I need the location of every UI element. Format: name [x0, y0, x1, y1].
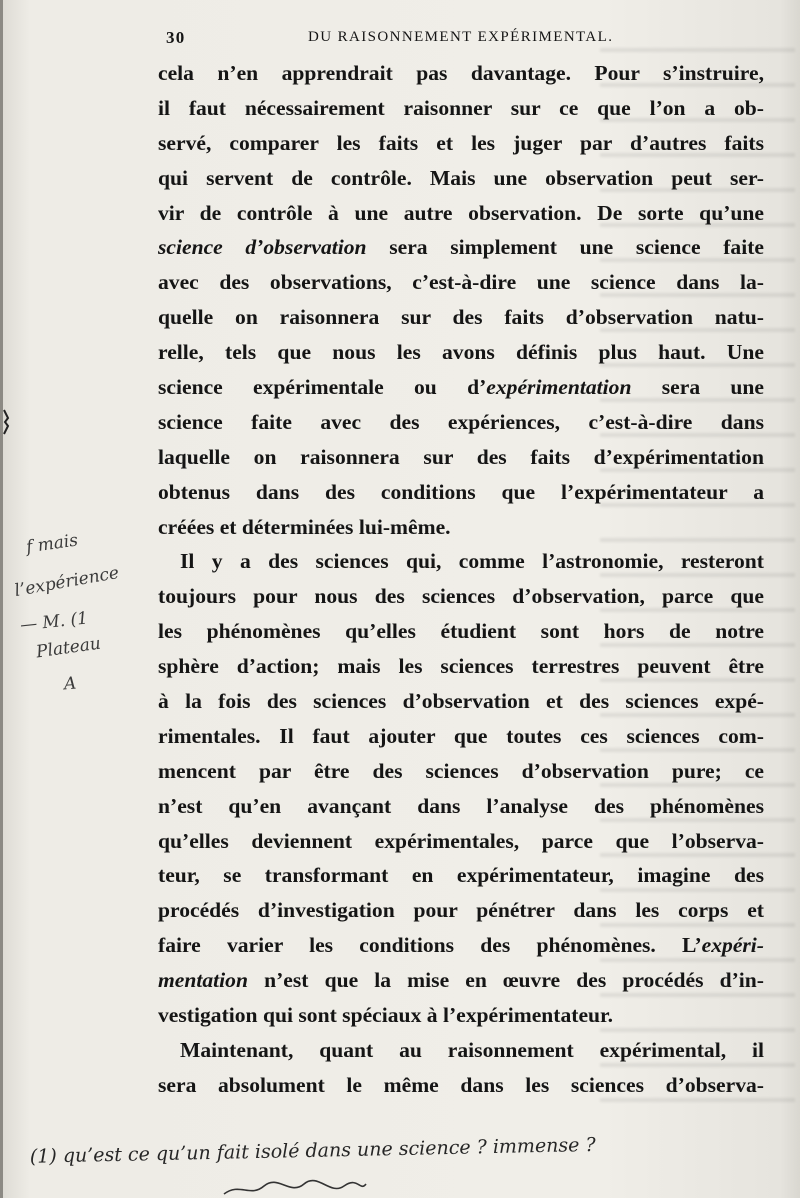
text-segment: toujours pour nous des sciences d’observation, parce que: [158, 584, 764, 609]
margin-note-line: l’expérience: [13, 562, 121, 602]
italic-term: mentation: [158, 968, 248, 993]
text-segment: mencent par être des sciences d’observation pure; ce: [158, 758, 764, 783]
text-line: [158, 161, 764, 196]
text-segment: Il y a des sciences qui, comme l’astronomie, resteront: [180, 549, 764, 574]
text-segment: procédés d’investigation pour pénétrer dans les corps et: [158, 898, 764, 923]
margin-note-line: — M. (1: [19, 608, 89, 636]
handwritten-scribble: [220, 1178, 370, 1198]
margin-note-line: f mais: [24, 530, 80, 558]
text-line: [158, 335, 764, 370]
text-line: [158, 893, 764, 928]
text-line: [158, 719, 764, 754]
running-title: DU RAISONNEMENT EXPÉRIMENTAL.: [308, 29, 614, 45]
text-segment: avec des observations, c’est-à-dire une science dans la-: [158, 270, 764, 295]
text-segment: science faite avec des expériences, c’est-à-dire dans: [158, 409, 764, 434]
text-segment: à la fois des sciences d’observation et des sciences expé-: [158, 689, 764, 714]
text-line: [158, 440, 764, 475]
text-line: [158, 579, 764, 614]
text-segment: sera absolument le même dans les sciences d’observa-: [158, 1072, 764, 1097]
text-line: [158, 963, 764, 998]
text-segment: relle, tels que nous les avons définis plus haut. Une: [158, 340, 764, 365]
text-segment: créées et déterminées lui-même.: [158, 514, 451, 539]
text-line: [158, 754, 764, 789]
text-line: [158, 544, 764, 579]
text-segment: cela n’en apprendrait pas davantage. Pour s’instruire,: [158, 61, 764, 85]
text-line: [158, 300, 764, 335]
text-line: [158, 405, 764, 440]
margin-note-line: A: [63, 673, 77, 695]
text-segment: quelle on raisonnera sur des faits d’observation natu-: [158, 305, 764, 330]
text-segment: Maintenant, quant au raisonnement expérimental, il: [180, 1037, 764, 1062]
text-segment: qui servent de contrôle. Mais une observation peut ser-: [158, 165, 764, 190]
text-line: [158, 1033, 764, 1068]
text-line: [158, 684, 764, 719]
text-line: [158, 858, 764, 893]
page-left-edge: [0, 0, 3, 1198]
text-line: [158, 614, 764, 649]
text-line: [158, 56, 764, 91]
margin-bracket-mark: [2, 408, 10, 436]
text-segment: vir de contrôle à une autre observation. De sorte qu’une: [158, 200, 764, 225]
body-text: [158, 56, 764, 1103]
text-line: [158, 475, 764, 510]
text-line: [158, 510, 764, 545]
text-segment: vestigation qui sont spéciaux à l’expérimentateur.: [158, 1003, 614, 1028]
text-segment: sphère d’action; mais les sciences terrestres peuvent être: [158, 654, 764, 679]
handwritten-margin-note: [8, 532, 158, 722]
italic-term: expéri-: [701, 933, 764, 958]
text-line: [158, 265, 764, 300]
running-header: [166, 28, 766, 50]
text-segment: science expérimentale ou d’: [158, 375, 487, 400]
text-line: [158, 230, 764, 265]
text-line: [158, 196, 764, 231]
text-segment: il faut nécessairement raisonner sur ce que l’on a ob-: [158, 95, 764, 120]
text-line: [158, 824, 764, 859]
text-segment: qu’elles deviennent expérimentales, parce que l’observa-: [158, 828, 764, 853]
text-line: [158, 789, 764, 824]
text-segment: n’est qu’en avançant dans l’analyse des phénomènes: [158, 793, 764, 818]
text-segment: teur, se transformant en expérimentateur, imagine des: [158, 863, 764, 888]
handwritten-footnote: (1) qu’est ce qu’un fait isolé dans une science ? immense ?: [29, 1133, 596, 1168]
text-segment: servé, comparer les faits et les juger par d’autres faits: [158, 130, 764, 155]
margin-note-line: Plateau: [34, 633, 103, 663]
text-segment: laquelle on raisonnera sur des faits d’expérimentation: [158, 444, 764, 469]
page-number: 30: [166, 28, 186, 47]
text-line: [158, 998, 764, 1033]
text-line: [158, 1068, 764, 1103]
text-line: [158, 928, 764, 963]
text-segment: les phénomènes qu’elles étudient sont hors de notre: [158, 619, 764, 644]
text-line: [158, 126, 764, 161]
italic-term: science d’observation: [158, 235, 367, 260]
text-line: [158, 649, 764, 684]
text-segment: sera une: [631, 375, 764, 400]
text-line: [158, 370, 764, 405]
text-segment: sera simplement une science faite: [366, 235, 764, 260]
text-segment: faire varier les conditions des phénomènes. L’: [158, 933, 702, 958]
text-line: [158, 91, 764, 126]
text-segment: n’est que la mise en œuvre des procédés d’in-: [248, 968, 764, 993]
italic-term: expérimentation: [486, 375, 632, 400]
text-segment: obtenus dans des conditions que l’expérimentateur a: [158, 479, 764, 504]
text-segment: rimentales. Il faut ajouter que toutes ces sciences com-: [158, 723, 764, 748]
